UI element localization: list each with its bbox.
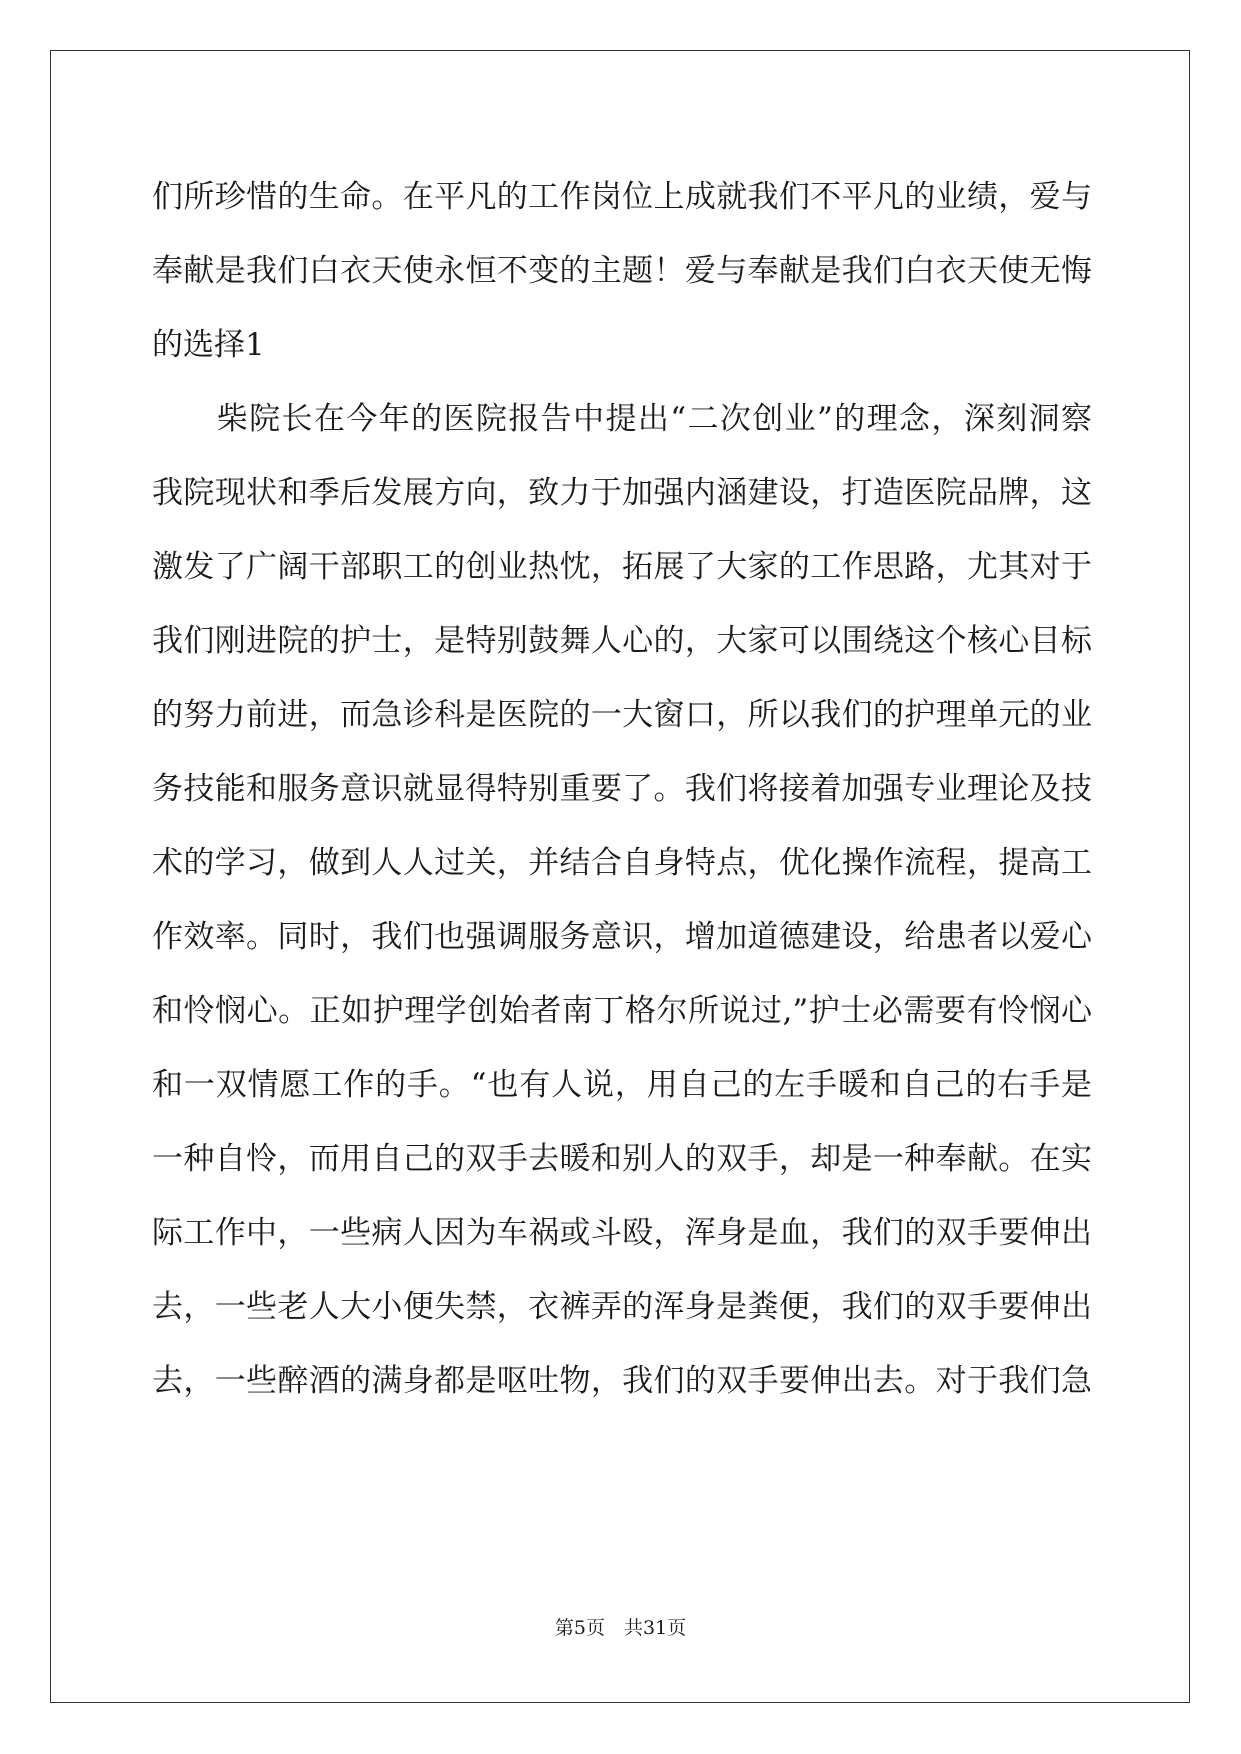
body-line: 去，一些醉酒的满身都是呕吐物，我们的双手要伸出去。对于我们急 — [152, 1363, 1092, 1399]
body-line: 一种自怜，而用自己的双手去暖和别人的双手，却是一种奉献。在实 — [152, 1141, 1092, 1177]
body-line: 和一双情愿工作的手。“也有人说，用自己的左手暖和自己的右手是 — [152, 1067, 1092, 1103]
page-number-footer: 第5页 共31页 — [554, 1617, 687, 1639]
body-line: 际工作中，一些病人因为车祸或斗殴，浑身是血，我们的双手要伸出 — [152, 1215, 1092, 1251]
body-line: 和怜悯心。正如护理学创始者南丁格尔所说过,”护士必需要有怜悯心 — [152, 993, 1092, 1029]
body-line: 作效率。同时，我们也强调服务意识，增加道德建设，给患者以爱心 — [152, 919, 1092, 955]
body-line: 术的学习，做到人人过关，并结合自身特点，优化操作流程，提高工 — [152, 845, 1092, 881]
body-line: 我院现状和季后发展方向，致力于加强内涵建设，打造医院品牌，这 — [152, 475, 1092, 511]
body-line: 柴院长在今年的医院报告中提出“二次创业”的理念，深刻洞察 — [152, 401, 1092, 437]
body-line: 们所珍惜的生命。在平凡的工作岗位上成就我们不平凡的业绩，爱与 — [152, 179, 1092, 215]
body-line: 激发了广阔干部职工的创业热忱，拓展了大家的工作思路，尤其对于 — [152, 549, 1092, 585]
body-line: 的选择1 — [152, 327, 265, 363]
document-body — [152, 160, 1092, 1418]
body-line: 我们刚进院的护士，是特别鼓舞人心的，大家可以围绕这个核心目标 — [152, 623, 1092, 659]
body-line: 务技能和服务意识就显得特别重要了。我们将接着加强专业理论及技 — [152, 771, 1092, 807]
body-line: 奉献是我们白衣天使永恒不变的主题！爱与奉献是我们白衣天使无悔 — [152, 253, 1092, 289]
body-line: 的努力前进，而急诊科是医院的一大窗口，所以我们的护理单元的业 — [152, 697, 1092, 733]
body-line: 去，一些老人大小便失禁，衣裤弄的浑身是粪便，我们的双手要伸出 — [152, 1289, 1092, 1325]
